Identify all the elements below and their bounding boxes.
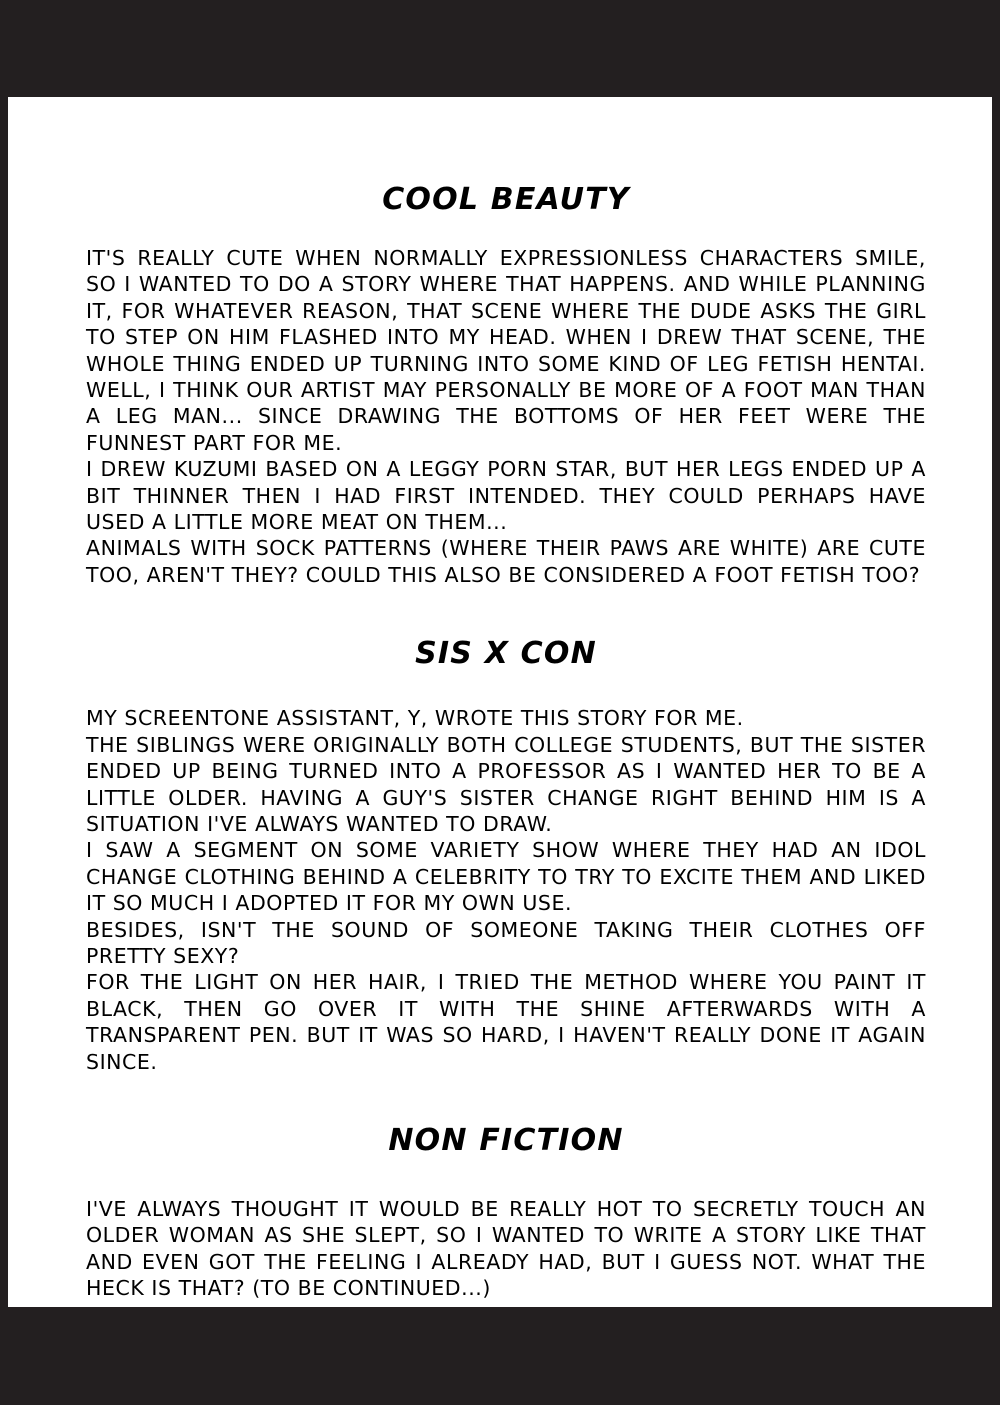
- paragraph-cool-beauty-1: IT'S REALLY CUTE WHEN NORMALLY EXPRESSIONLESS CHARACTERS SMILE, SO I WANTED TO DO A STORY WHERE THAT HAPPENS. AND WHILE PLANNING IT, FOR WHATEVER REASON, THAT SCENE WHERE THE DUDE ASKS THE GIRL TO STEP ON HIM FLASHED INTO MY HEAD. WHEN I DREW THAT SCENE, THE WHOLE THING ENDED UP TURNING INTO SOME KIND OF LEG FETISH HENTAI. WELL, I THINK OUR ARTIST MAY PERSONALLY BE MORE OF A FOOT MAN THAN A LEG MAN... SINCE DRAWING THE BOTTOMS OF HER FEET WERE THE FUNNEST PART FOR ME.: [86, 246, 934, 455]
- section-title-non-fiction: NON FICTION: [388, 1122, 624, 1158]
- paragraph-sis-x-con-2: THE SIBLINGS WERE ORIGINALLY BOTH COLLEGE STUDENTS, BUT THE SISTER ENDED UP BEING TURNED INTO A PROFESSOR AS I WANTED HER TO BE A LITTLE OLDER. HAVING A GUY'S SISTER CHANGE RIGHT BEHIND HIM IS A SITUATION I'VE ALWAYS WANTED TO DRAW.: [86, 732, 934, 836]
- paragraph-sis-x-con-1: MY SCREENTONE ASSISTANT, Y, WROTE THIS STORY FOR ME.: [86, 706, 744, 731]
- paragraph-sis-x-con-3: I SAW A SEGMENT ON SOME VARIETY SHOW WHERE THEY HAD AN IDOL CHANGE CLOTHING BEHIND A CELEBRITY TO TRY TO EXCITE THEM AND LIKED IT SO MUCH I ADOPTED IT FOR MY OWN USE.: [86, 838, 934, 916]
- section-title-cool-beauty: COOL BEAUTY: [382, 182, 630, 217]
- spacer-after-title-2: [86, 671, 926, 705]
- paragraph-cool-beauty-2: I DREW KUZUMI BASED ON A LEGGY PORN STAR, BUT HER LEGS ENDED UP A BIT THINNER THEN I HAD FIRST INTENDED. THEY COULD PERHAPS HAVE USED A LITTLE MORE MEAT ON THEM...: [86, 457, 934, 535]
- left-border-edge: [0, 0, 8, 1405]
- paragraph-sis-x-con-4: BESIDES, ISN'T THE SOUND OF SOMEONE TAKING THEIR CLOTHES OFF PRETTY SEXY?: [86, 917, 934, 968]
- paragraph-cool-beauty-3: ANIMALS WITH SOCK PATTERNS (WHERE THEIR PAWS ARE WHITE) ARE CUTE TOO, AREN'T THEY? COULD THIS ALSO BE CONSIDERED A FOOT FETISH TOO?: [86, 536, 934, 587]
- top-border-band: [0, 0, 1000, 97]
- afterword-content: [86, 118, 934, 1302]
- paragraph-sis-x-con-5: FOR THE LIGHT ON HER HAIR, I TRIED THE METHOD WHERE YOU PAINT IT BLACK, THEN GO OVER IT WITH THE SHINE AFTERWARDS WITH A TRANSPARENT PEN. BUT IT WAS SO HARD, I HAVEN'T REALLY DONE IT AGAIN SINCE.: [86, 970, 934, 1074]
- spacer-after-title-1: [86, 217, 926, 245]
- section-title-sis-x-con: SIS X CON: [415, 636, 597, 672]
- right-border-edge: [992, 0, 1000, 1405]
- bottom-border-band: [0, 1307, 1000, 1405]
- spacer-after-title-3: [86, 1158, 926, 1196]
- paragraph-non-fiction-1: I'VE ALWAYS THOUGHT IT WOULD BE REALLY HOT TO SECRETLY TOUCH AN OLDER WOMAN AS SHE SLEPT, SO I WANTED TO WRITE A STORY LIKE THAT AND EVEN GOT THE FEELING I ALREADY HAD, BUT I GUESS NOT. WHAT THE HECK IS THAT? (TO BE CONTINUED...): [86, 1196, 934, 1301]
